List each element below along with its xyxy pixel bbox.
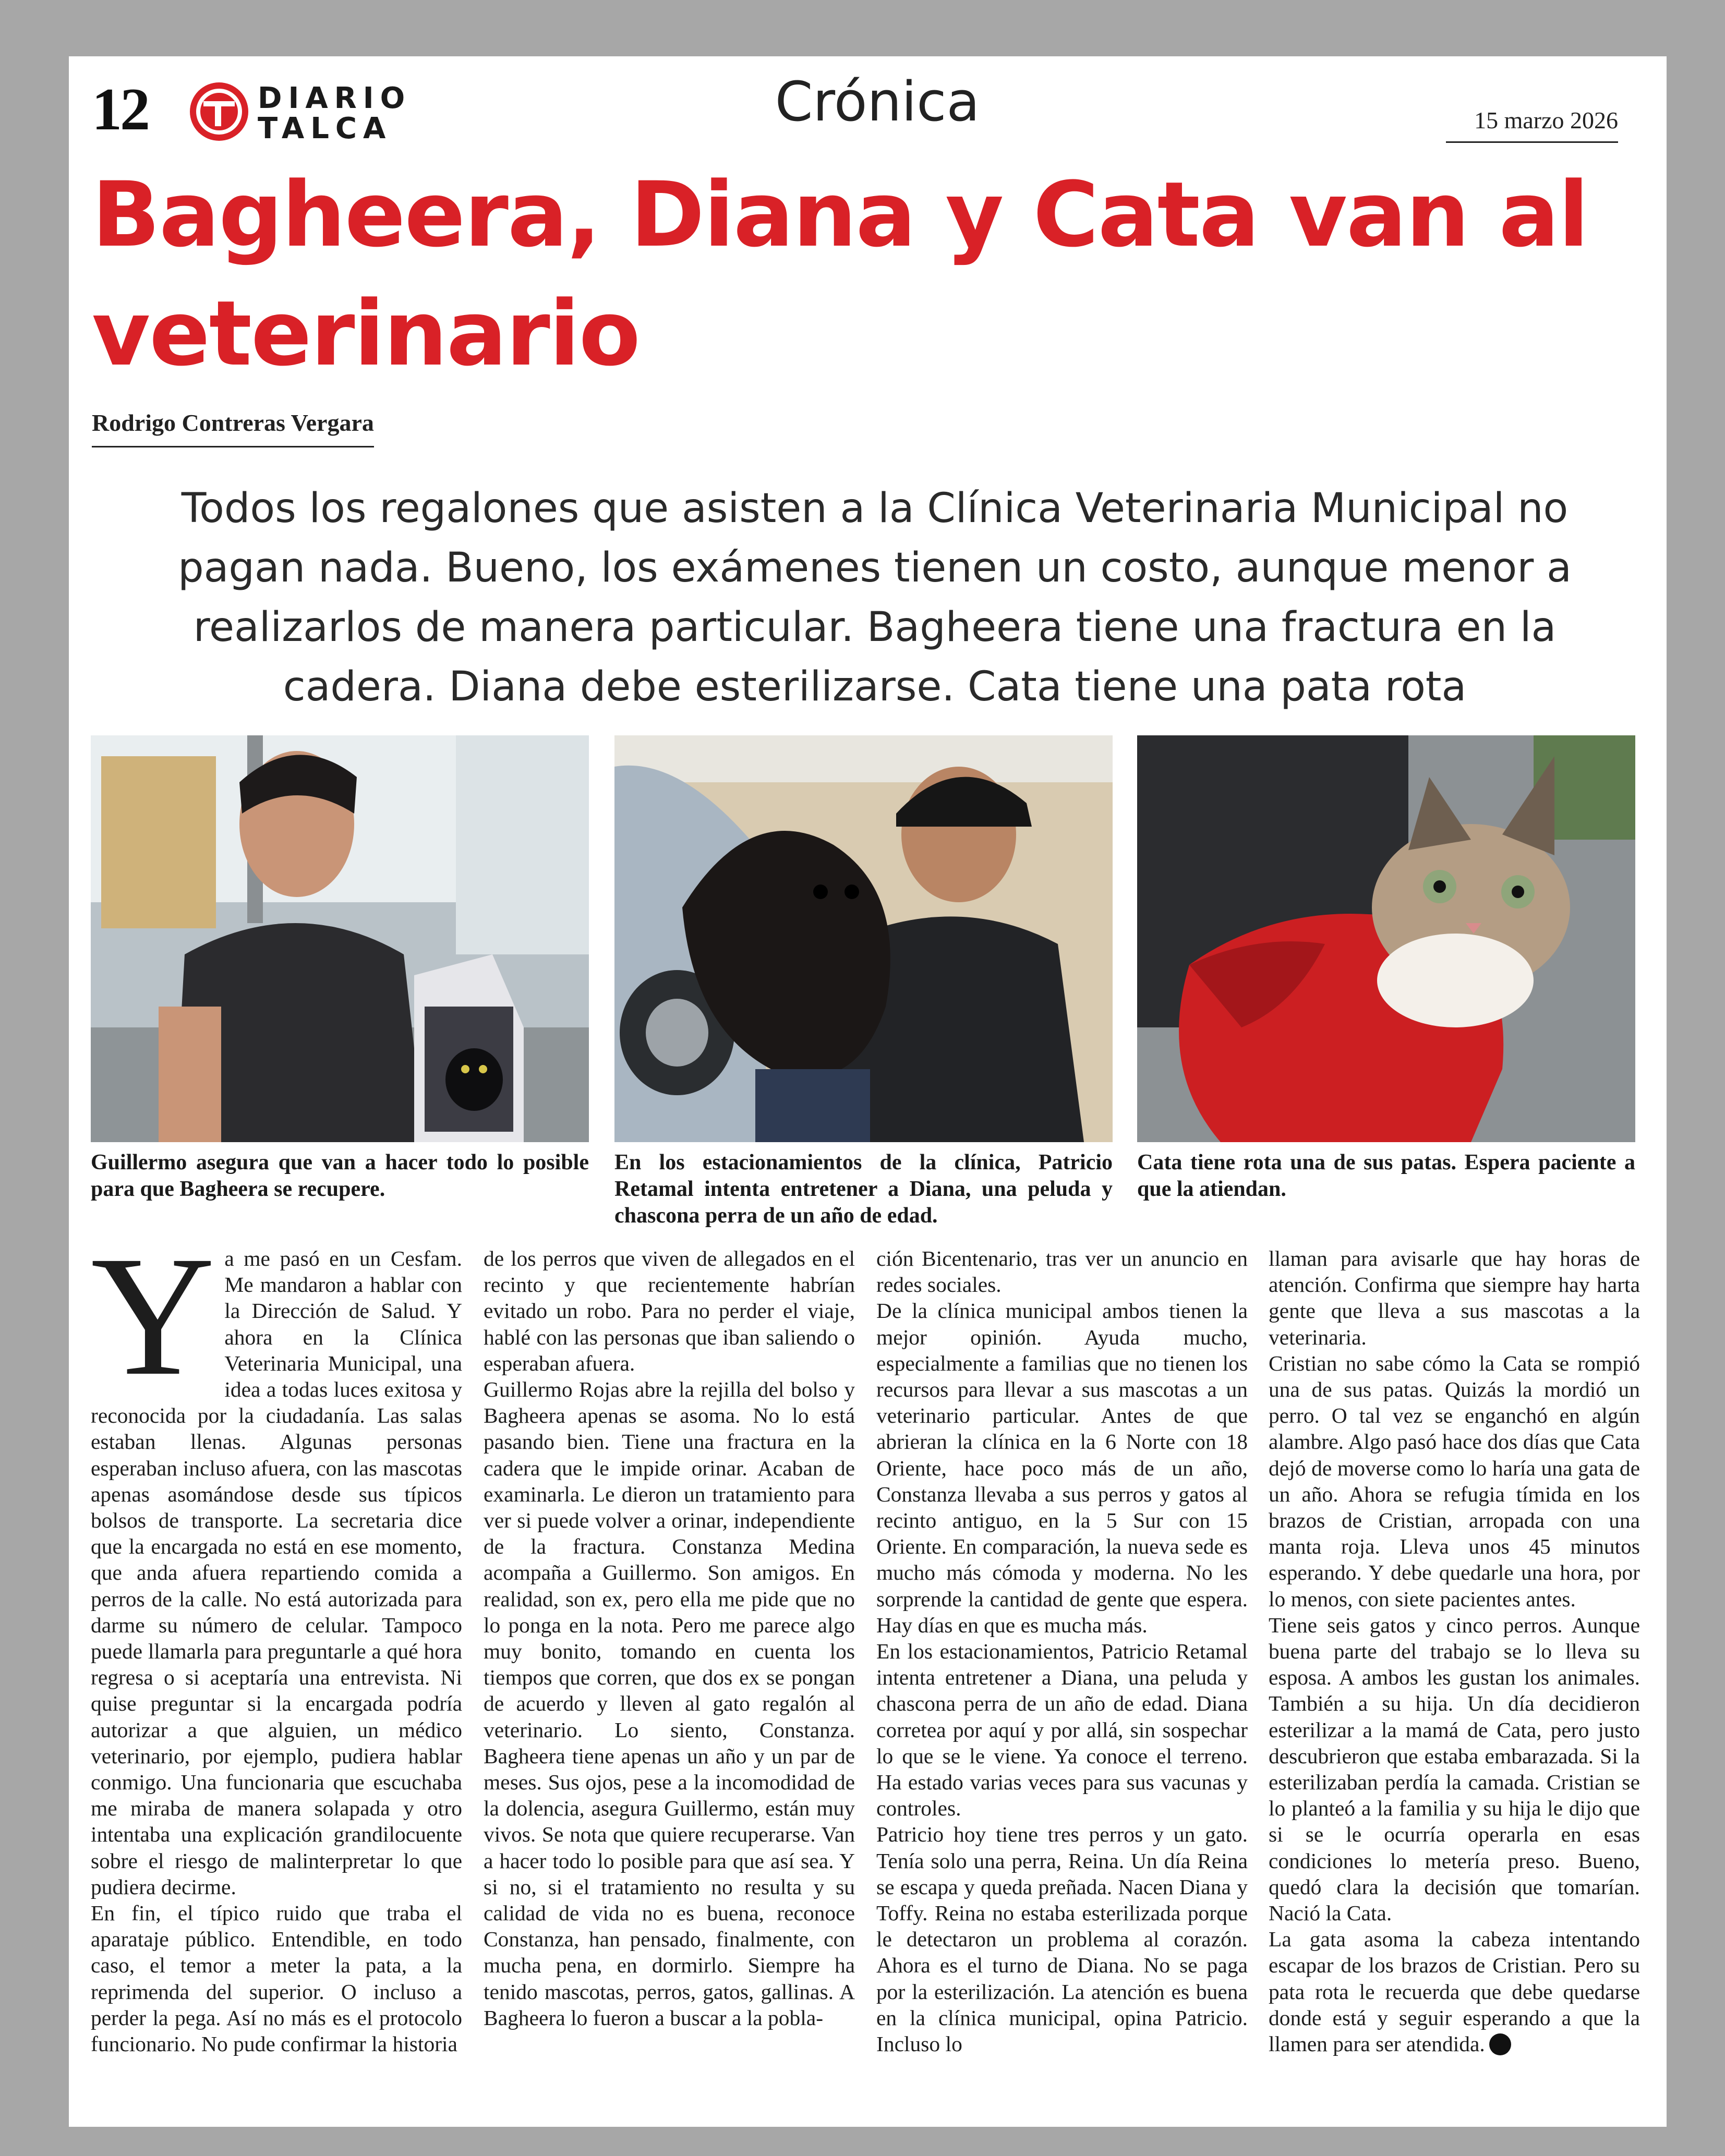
column-3-paragraph-1: ción Bicentenario, tras ver un anuncio en redes sociales.	[876, 1246, 1248, 1297]
column-4-paragraph-3: Tiene seis gatos y cinco perros. Aunque buena parte del trabajo se lo lleva su esposa. A ambos les gustan los animales. También a su hija. Un día decidieron esterilizar a la mamá de Cata, pero justo descubrieron que estaba embarazada. Si la esterilizaban perdía la camada. Cristian se lo planteó a la familia y su hija le dijo que si se le ocurría operarla en esas condiciones lo metería preso. Bueno, quedó clara la decisión que tomarían. Nació la Cata.	[1269, 1613, 1640, 1925]
column-3-paragraph-4: Patricio hoy tiene tres perros y un gato. Tenía solo una perra, Reina. Un día Reina se escapa y queda preñada. Nacen Diana y Toffy. Reina no estaba esterilizada porque le detectaron un problema al corazón. Ahora es el turno de Diana. No se paga por la esterilización. La atención es buena en la clínica municipal, opina Patricio. Incluso lo	[876, 1822, 1248, 2056]
photo-guillermo-bagheera	[91, 735, 589, 1142]
column-4-paragraph-2: Cristian no sabe cómo la Cata se rompió una de sus patas. Quizás la mordió un perro. O tal vez se enganchó en algún alambre. Algo pasó hace dos días que Cata dejó de moverse como lo haría una gata de un año. Ahora se refugia tímida en los brazos de Cristian, arropada con una manta roja. Lleva unos 45 minutos esperando. Y debe quedarle una hora, por lo menos, con siete pacientes antes.	[1269, 1351, 1640, 1611]
article-column-2	[484, 1245, 855, 2031]
photo-caption-2: En los estacionamientos de la clínica, Patricio Retamal intenta entretener a Diana, una peluda y chascona perra de un año de edad.	[614, 1150, 1113, 1228]
article-column-4	[1269, 1245, 1640, 2057]
logo-text-diario: DIARIO	[258, 81, 412, 115]
photo-cristian-cata	[1137, 735, 1635, 1142]
diario-talca-logo-icon	[188, 80, 250, 143]
article-column-1	[91, 1221, 462, 2057]
newspaper-page	[69, 56, 1667, 2127]
column-2-paragraph-1: de los perros que viven de allegados en el recinto y que recientemente habrían evitado un robo. Para no perder el viaje, hablé con las personas que iban saliendo o esperaban afuera.	[484, 1246, 855, 1375]
column-3-paragraph-2: De la clínica municipal ambos tienen la mejor opinión. Ayuda mucho, especialmente a familias que no tienen los recursos para llevar a sus mascotas a un veterinario particular. Antes de que abrieran la clínica en la 6 Norte con 18 Oriente, hace poco más de un año, Constanza llevaba a sus perros y gatos al recinto antiguo, en la 5 Sur con 15 Oriente. En comparación, la nueva sede es mucho más cómoda y moderna. No les sorprende la cantidad de gente que espera. Hay días en que es mucha más.	[876, 1299, 1248, 1637]
column-3-paragraph-3: En los estacionamientos, Patricio Retamal intenta entretener a Diana, una peluda y chascona perra de un año de edad. Diana corretea por aquí y por allá, sin sospechar lo que se le viene. Ya conoce el terreno. Ha estado varias veces para sus vacunas y controles.	[876, 1639, 1248, 1821]
page-number: 12	[92, 76, 148, 143]
column-4-paragraph-1: llaman para avisarle que hay horas de atención. Confirma que siempre hay harta gente que lleva a sus mascotas a la veterinaria.	[1269, 1246, 1640, 1349]
column-1-text: a me pasó en un Cesfam. Me mandaron a hablar con la Dirección de Salud. Y ahora en la Clínica Veterinaria Municipal, una idea a todas luces exitosa y reconocida por la ciudadanía. Las salas estaban llenas. Algunas personas esperaban incluso afuera, con las mascotas apenas asomándose desde sus típicos bolsos de transporte. La secretaria dice que la encargada no está en ese momento, que anda afuera repartiendo comida a perros de la calle. No está autorizada para darme su número de celular. Tampoco puede llamarla para preguntarle a qué hora regresa o si aceptaría una entrevista. Ni quise preguntar si la encargada podría autorizar a que alguien, un médico veterinario, por ejemplo, pudiera hablar conmigo. Una funcionaria que escuchaba me miraba de manera solapada y otro intentaba una explicación grandilocuente sobre el riesgo de malinterpretar lo que pudiera decirme.	[91, 1246, 462, 1899]
issue-date: 15 marzo 2026	[1446, 106, 1618, 143]
article-column-3	[876, 1245, 1248, 2057]
section-title: Crónica	[775, 70, 980, 134]
column-1-paragraph-2: En fin, el típico ruido que traba el aparataje público. Entendible, en todo caso, el temor a meter la pata, a la reprimenda del superior. O incluso a perder la pega. Así no más es el protocolo funcionario. No pude confirmar la historia	[91, 1901, 462, 2056]
end-of-article-icon	[1489, 2033, 1511, 2055]
deck-summary: Todos los regalones que asisten a la Clínica Veterinaria Municipal no pagan nada. Bueno, los exámenes tienen un costo, aunque menor a realizarlos de manera particular. Bagheera tiene una fractura en la cadera. Diana debe esterilizarse. Cata tiene una pata rota	[178, 485, 1572, 710]
drop-cap: Y	[91, 1221, 215, 1411]
photo-patricio-diana	[614, 735, 1113, 1142]
photo-caption-1: Guillermo asegura que van a hacer todo lo posible para que Bagheera se recupere.	[91, 1150, 589, 1201]
column-2-paragraph-2: Guillermo Rojas abre la rejilla del bolso y Bagheera apenas se asoma. No lo está pasando bien. Tiene una fractura en la cadera que le impide orinar. Acaban de examinarla. Le dieron un tratamiento para ver si puede volver a orinar, independiente de la fractura. Constanza Medina acompaña a Guillermo. Son amigos. En realidad, son ex, pero ella me pide que no lo ponga en la nota. Pero me parece algo muy bonito, tomando en cuenta los tiempos que corren, que dos ex se pongan de acuerdo y lleven al gato regalón al veterinario. Lo siento, Constanza. Bagheera tiene apenas un año y un par de meses. Sus ojos, pese a la incomodidad de la dolencia, asegura Guillermo, están muy vivos. Se nota que quiere recuperarse. Van a hacer todo lo posible para que así sea. Y si no, si el tratamiento no resulta y su calidad de vida no es buena, reconoce Constanza, han pensado, finalmente, con mucha pena, en dormirlo. Siempre ha tenido mascotas, perros, gatos, gallinas. A Bagheera lo fueron a buscar a la pobla-	[484, 1377, 855, 2030]
photo-caption-3: Cata tiene rota una de sus patas. Espera paciente a que la atiendan.	[1137, 1150, 1635, 1201]
logo-text-talca: TALCA	[258, 112, 392, 146]
column-4-paragraph-4: La gata asoma la cabeza intentando escapar de los brazos de Cristian. Pero su pata rota le recuerda que debe quedarse donde está y seguir esperando a que la llamen para ser atendida.	[1269, 1927, 1640, 2056]
headline: Bagheera, Diana y Cata van al veterinario	[92, 162, 1588, 386]
byline: Rodrigo Contreras Vergara	[92, 409, 374, 447]
